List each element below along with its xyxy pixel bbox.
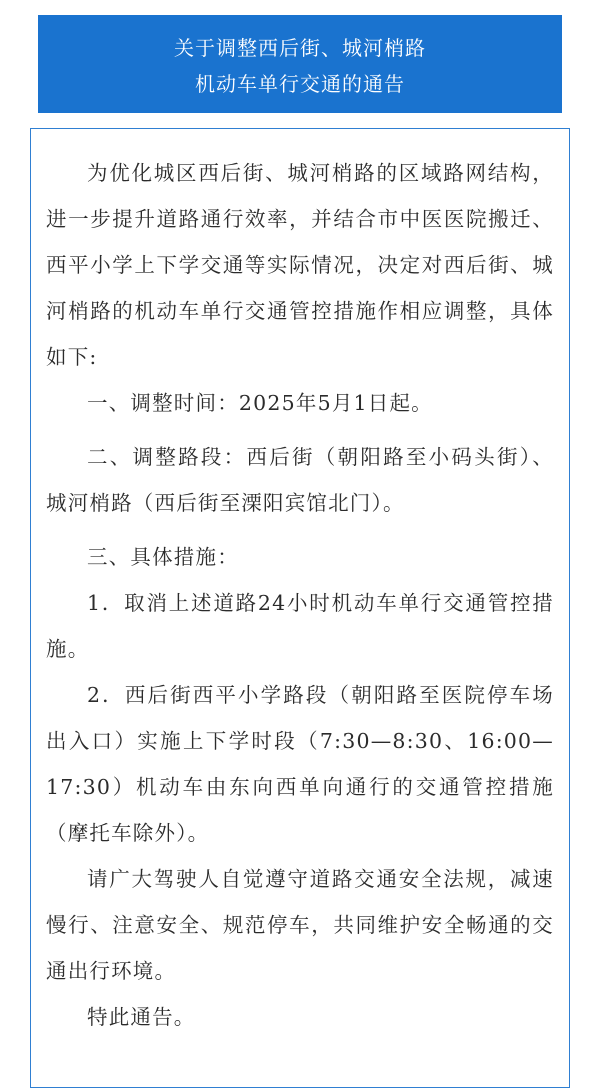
notice-body-text: [46, 150, 554, 1040]
title-line-2: 机动车单行交通的通告: [195, 72, 405, 96]
measure-1: 1．取消上述道路24小时机动车单行交通管控措施。: [46, 591, 554, 661]
title-line-1: 关于调整西后街、城河梢路: [174, 36, 426, 60]
item-measures-heading: 三、具体措施：: [87, 545, 239, 569]
notice-title-banner: [38, 15, 562, 113]
item-adjust-time: 一、调整时间：2025年5月1日起。: [87, 391, 433, 415]
closing-line: 特此通告。: [87, 1005, 196, 1029]
measure-2: 2．西后街西平小学路段（朝阳路至医院停车场出入口）实施上下学时段（7:30—8:30、16:00—17:30）机动车由东向西单向通行的交通管控措施（摩托车除外）。: [46, 683, 554, 845]
item-adjust-roads: 二、调整路段：西后街（朝阳路至小码头街）、城河梢路（西后街至溧阳宾馆北门）。: [46, 445, 554, 515]
appeal-paragraph: 请广大驾驶人自觉遵守道路交通安全法规，减速慢行、注意安全、规范停车，共同维护安全畅通的交通出行环境。: [46, 867, 554, 983]
intro-paragraph: 为优化城区西后街、城河梢路的区域路网结构，进一步提升道路通行效率，并结合市中医医院搬迁、西平小学上下学交通等实际情况，决定对西后街、城河梢路的机动车单行交通管控措施作相应调整，具体如下:: [46, 161, 554, 369]
